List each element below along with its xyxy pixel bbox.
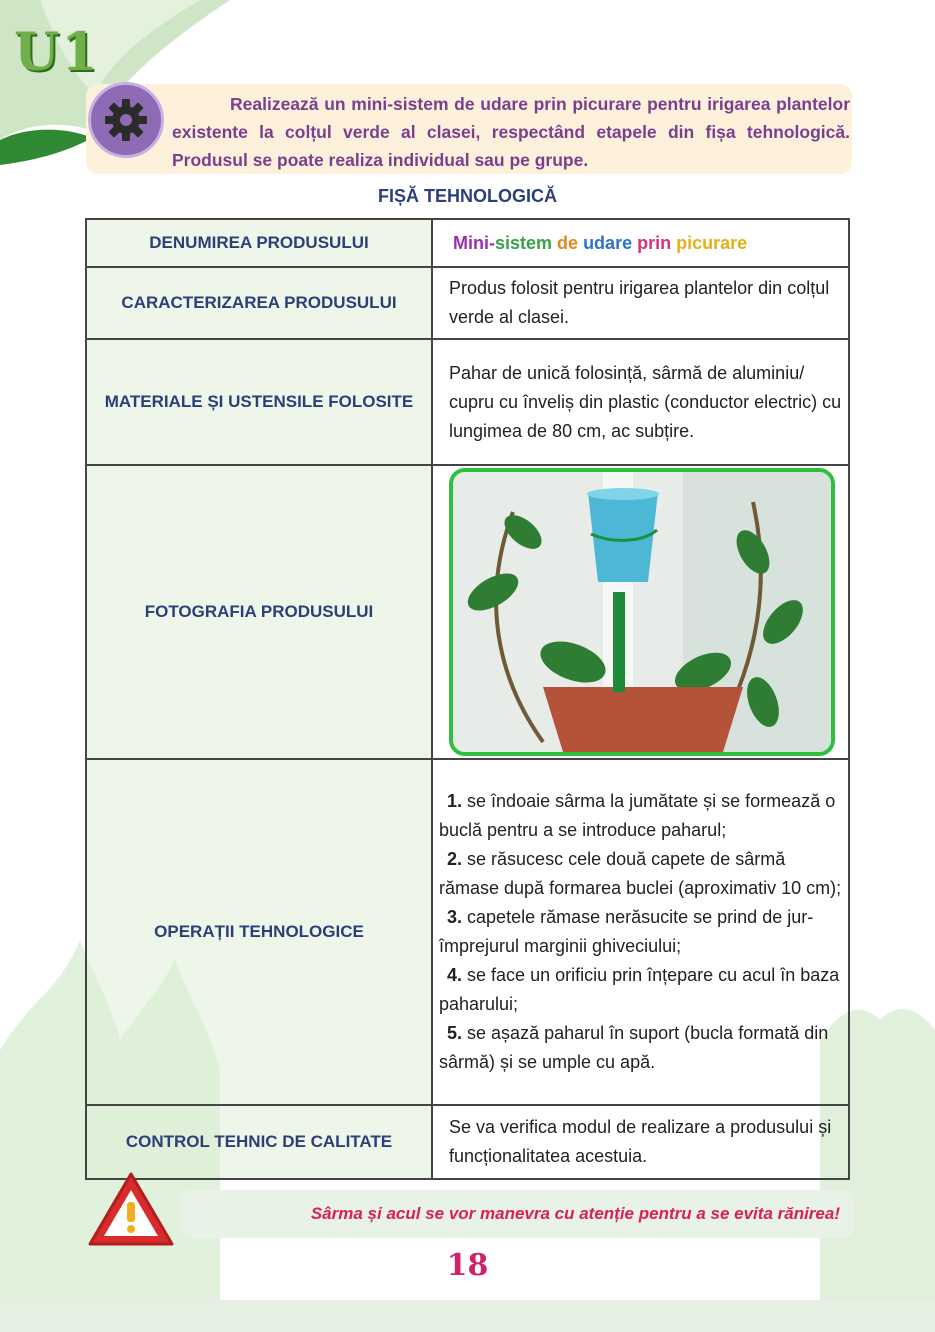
row-value-name [432,219,849,267]
warning-triangle-icon [86,1170,176,1248]
row-value-photo [432,465,849,759]
step-text: capetele rămase nerăsucite se prind de jur-împrejurul marginii ghiveciului; [439,907,814,956]
row-label-description: CARACTERIZAREA PRODUSULUI [86,267,432,339]
step-number: 1. [447,791,463,811]
sheet-title: FIȘĂ TEHNOLOGICĂ [378,186,557,206]
table-row-name [86,219,849,267]
technology-sheet-table [85,218,850,1180]
materials-text: Pahar de unică folosință, sârmă de aluminiu/ cupru cu înveliș din plastic (conductor electric) cu lungimea de 80 cm, ac subțire. [449,362,842,441]
row-label-photo: FOTOGRAFIA PRODUSULUI [86,465,432,759]
step-text: se așază paharul în suport (bucla formată din sârmă) și se umple cu apă. [439,1023,829,1072]
step-number: 2. [447,849,463,869]
row-label-operations: OPERAȚII TEHNOLOGICE [86,759,432,1105]
table-row-operations [86,759,849,1105]
step-text: se face un orificiu prin înțepare cu acul în baza paharului; [439,965,840,1014]
table-row-description [86,267,849,339]
row-label-name: DENUMIREA PRODUSULUI [86,219,432,267]
product-name [439,233,747,253]
operation-step [439,961,844,1019]
product-name-part: picurare [676,232,748,253]
row-label-quality: CONTROL TEHNIC DE CALITATE [86,1105,432,1179]
operation-step [439,787,844,845]
step-text: se îndoaie sârma la jumătate și se formează o buclă pentru a se introduce paharul; [439,791,836,840]
step-number: 4. [447,965,463,985]
operation-step [439,1019,844,1077]
product-name-part: de [557,232,584,253]
quality-text: Se va verifica modul de realizare a produsului și funcționalitatea acestuia. [449,1117,832,1166]
row-value-quality [432,1105,849,1179]
step-number: 5. [447,1023,463,1043]
description-text: Produs folosit pentru irigarea plantelor din colțul verde al clasei. [449,278,830,327]
gear-icon [103,97,149,143]
row-value-operations [432,759,849,1105]
row-label-materials: MATERIALE ȘI USTENSILE FOLOSITE [86,339,432,465]
step-number: 3. [447,907,463,927]
table-row-photo [86,465,849,759]
page-number: 18 [446,1248,489,1283]
product-name-part: Mini- [453,232,495,253]
warning-text: Sârma și acul se vor manevra cu atenție pentru a se evita rănirea! [310,1204,840,1223]
unit-badge: U1 [14,22,100,83]
product-photo-illustration [453,472,831,752]
operation-step [439,903,844,961]
table-row-quality [86,1105,849,1179]
product-name-part: prin [637,232,677,253]
table-row-materials [86,339,849,465]
row-value-description [432,267,849,339]
product-name-part: udare [583,232,638,253]
intro-text: Realizează un mini-sistem de udare prin picurare pentru irigarea plantelor existente la colțul verde al clasei, respectând etapele din fișa tehnologică. Produsul se poate realiza individual sau pe grupe. [172,94,850,170]
intro-icon-circle [88,82,164,158]
product-name-part: sistem [495,232,558,253]
step-text: se răsucesc cele două capete de sârmă rămase după formarea buclei (aproximativ 10 cm); [439,849,842,898]
row-value-materials [432,339,849,465]
operation-step [439,845,844,903]
product-photo [449,468,835,756]
bottom-strip [0,1300,935,1332]
